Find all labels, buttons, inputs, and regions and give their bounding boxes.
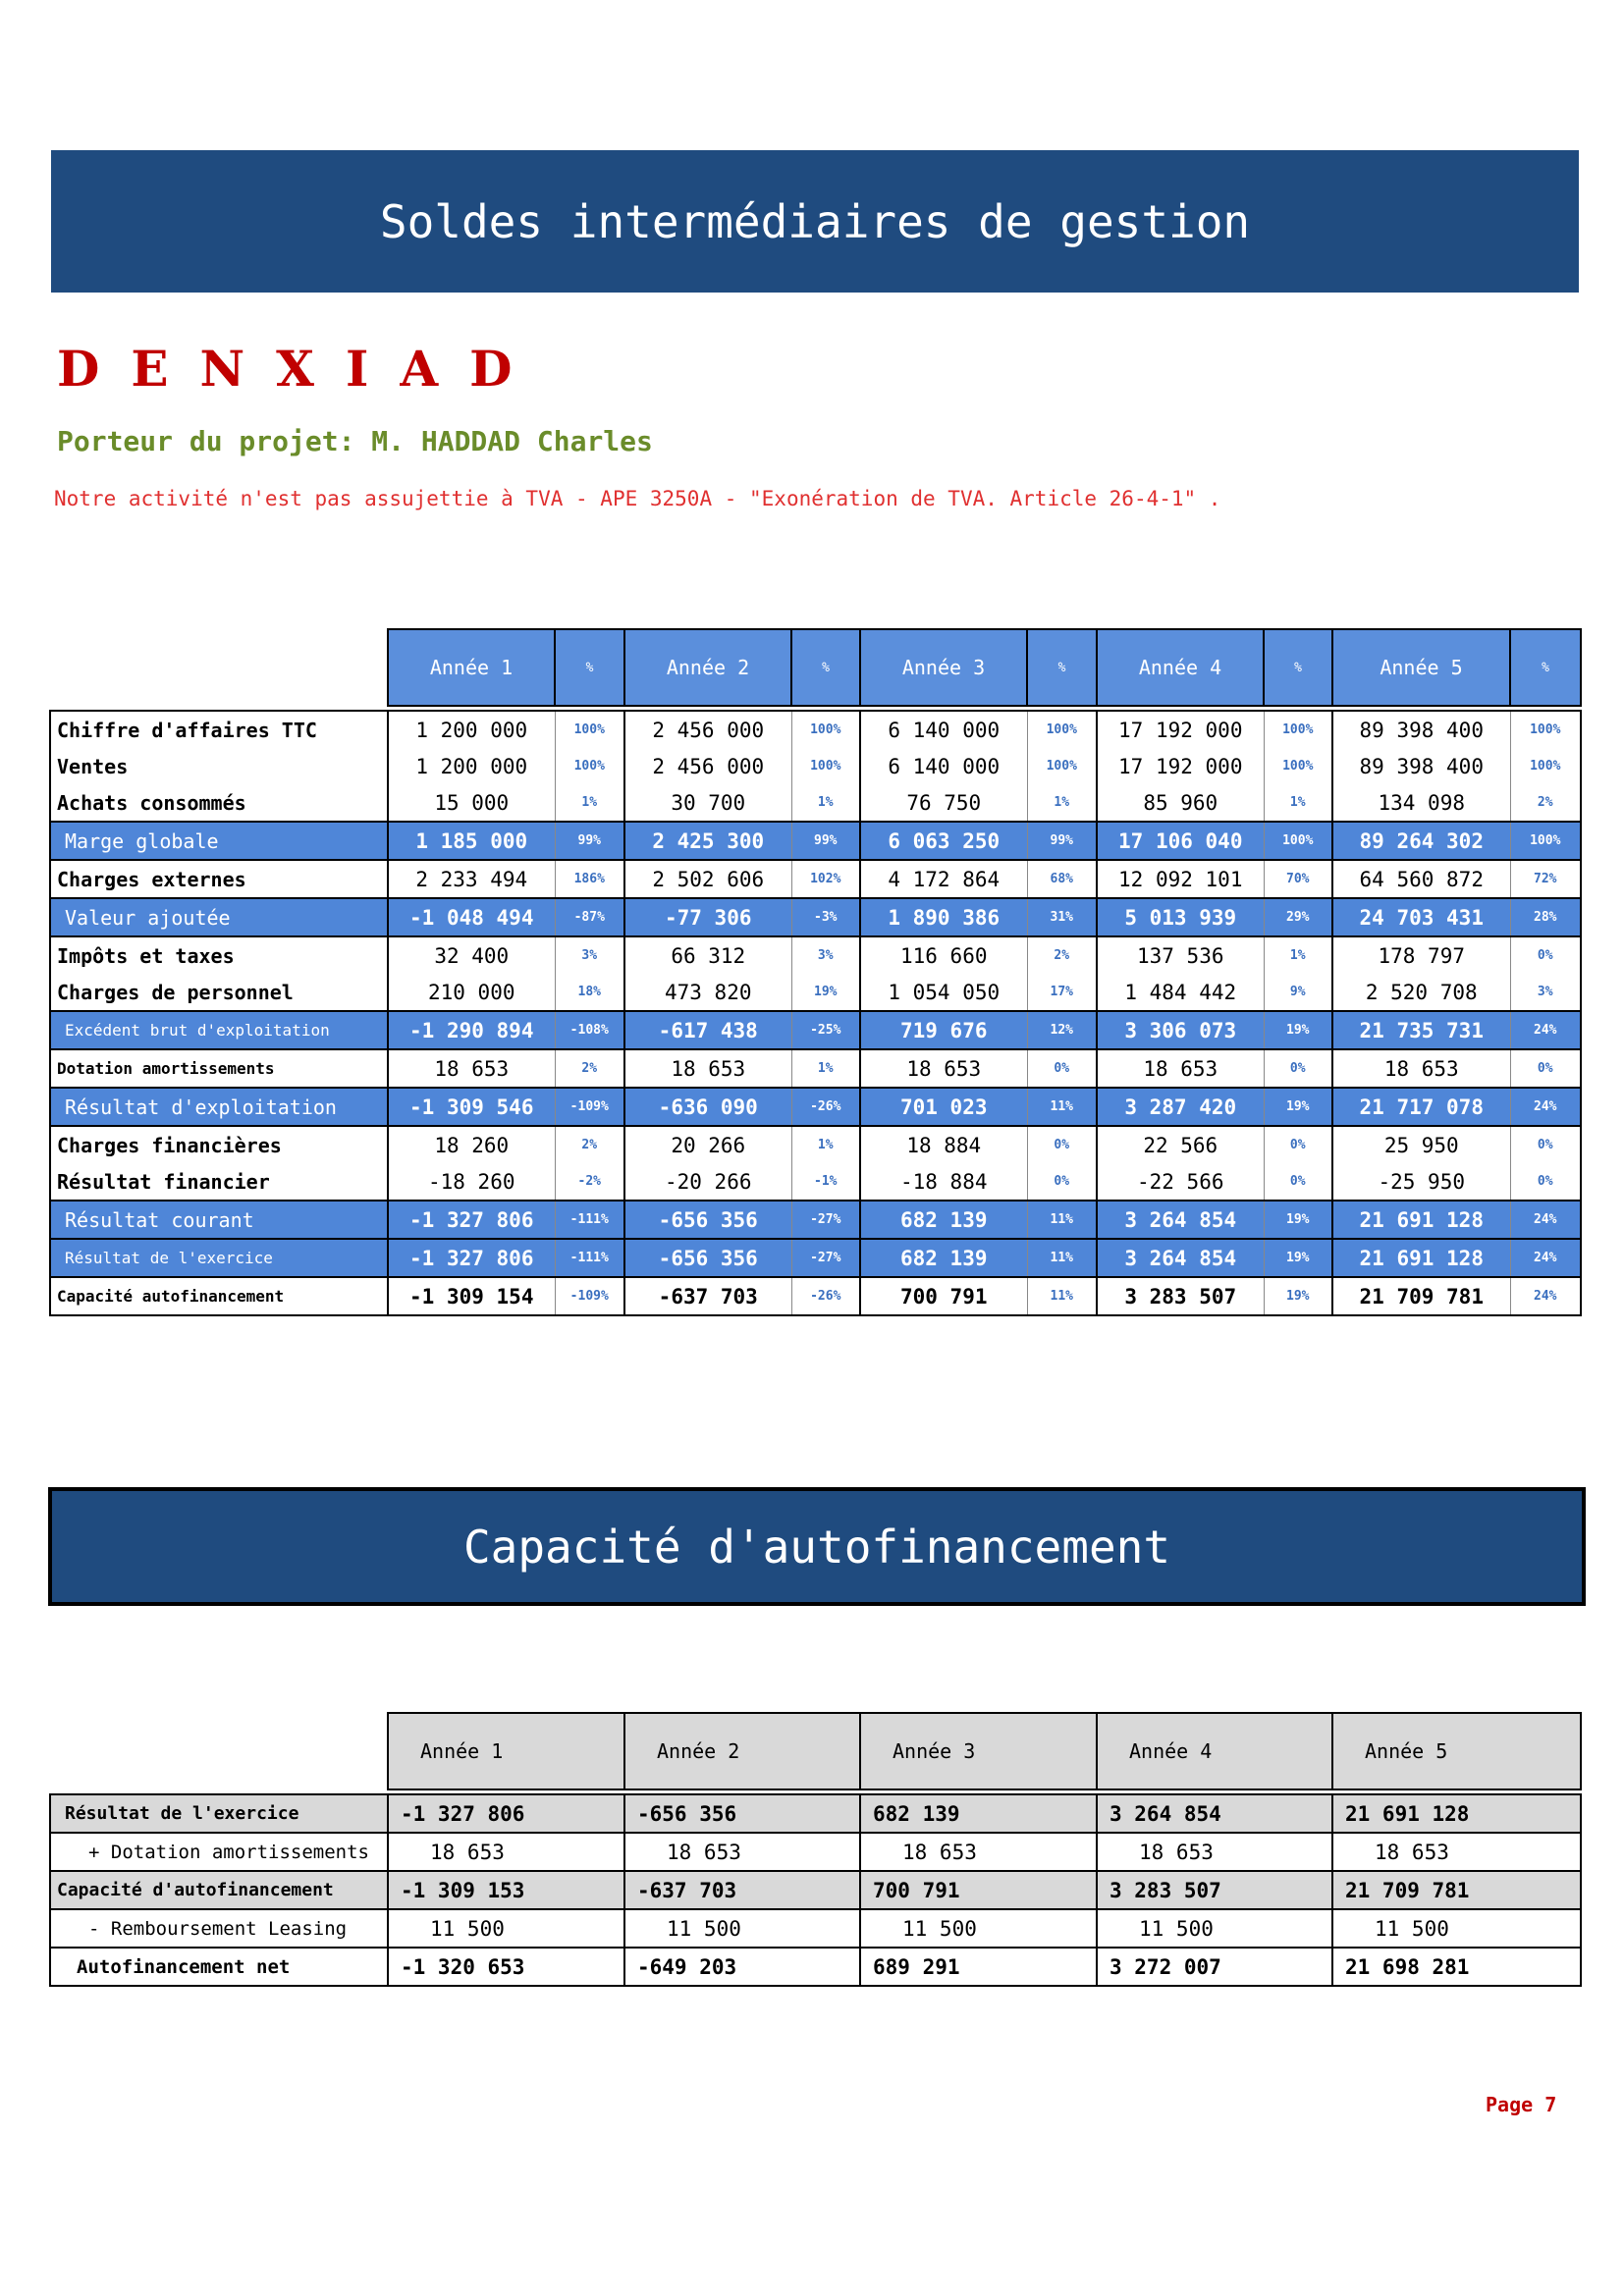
sig-row-value: 89 398 400	[1332, 711, 1510, 748]
sig-row-value: 25 950	[1332, 1126, 1510, 1163]
sig-header-row	[50, 629, 1581, 706]
sig-row-label: Ventes	[50, 748, 388, 784]
sig-row-value: 21 735 731	[1332, 1011, 1510, 1049]
sig-row-pct: 0%	[1027, 1049, 1097, 1088]
caf-row-label: Résultat de l'exercice	[50, 1794, 388, 1833]
sig-row-value: 21 691 128	[1332, 1239, 1510, 1277]
caf-header-year: Année 5	[1332, 1713, 1581, 1789]
sig-row-value: 1 484 442	[1097, 974, 1264, 1011]
sig-row-pct: 99%	[555, 822, 624, 860]
sig-row-pct: 19%	[1264, 1239, 1332, 1277]
sig-row-value: 30 700	[624, 784, 791, 822]
caf-header-year: Année 4	[1097, 1713, 1332, 1789]
sig-row-pct: 1%	[1264, 784, 1332, 822]
sig-row-label: Charges externes	[50, 860, 388, 898]
caf-row-value: -1 309 153	[388, 1871, 624, 1909]
sig-row-pct: 100%	[1264, 748, 1332, 784]
caf-row-value: 18 653	[1332, 1833, 1581, 1871]
sig-row-value: -20 266	[624, 1163, 791, 1201]
caf-row-value: -656 356	[624, 1794, 860, 1833]
sig-header-pct: %	[555, 629, 624, 706]
caf-row-value: 11 500	[388, 1909, 624, 1948]
sig-row-value: 3 306 073	[1097, 1011, 1264, 1049]
sig-row-value: 20 266	[624, 1126, 791, 1163]
sig-row-pct: 99%	[791, 822, 860, 860]
sig-row	[50, 1049, 1581, 1088]
sig-row-pct: 100%	[1510, 711, 1581, 748]
sig-row-pct: 1%	[791, 1049, 860, 1088]
sig-row-label: Résultat courant	[50, 1201, 388, 1239]
sig-row-pct: 0%	[1510, 1126, 1581, 1163]
sig-row-value: 700 791	[860, 1277, 1027, 1315]
sig-row	[50, 748, 1581, 784]
sig-row	[50, 860, 1581, 898]
sig-row-pct: 11%	[1027, 1201, 1097, 1239]
sig-row-value: -636 090	[624, 1088, 791, 1126]
sig-row-pct: 3%	[791, 936, 860, 974]
sig-row-pct: 1%	[555, 784, 624, 822]
caf-title-banner	[48, 1487, 1586, 1606]
sig-row-pct: 29%	[1264, 898, 1332, 936]
sig-row-pct: 12%	[1027, 1011, 1097, 1049]
caf-table	[49, 1712, 1582, 1987]
sig-row-value: -656 356	[624, 1239, 791, 1277]
sig-header-year: Année 2	[624, 629, 791, 706]
sig-row-pct: -26%	[791, 1088, 860, 1126]
sig-row-value: 18 653	[860, 1049, 1027, 1088]
sig-row-value: 89 264 302	[1332, 822, 1510, 860]
sig-row-value: 473 820	[624, 974, 791, 1011]
sig-title-banner	[51, 150, 1579, 293]
sig-row-pct: 11%	[1027, 1239, 1097, 1277]
sig-row-value: 18 653	[1332, 1049, 1510, 1088]
sig-row-value: 5 013 939	[1097, 898, 1264, 936]
caf-header-year: Année 3	[860, 1713, 1097, 1789]
sig-row-pct: 100%	[1264, 711, 1332, 748]
sig-row-value: -1 309 154	[388, 1277, 555, 1315]
sig-header-pct: %	[791, 629, 860, 706]
sig-row-pct: 2%	[555, 1126, 624, 1163]
sig-row-pct: 18%	[555, 974, 624, 1011]
sig-row-value: -1 048 494	[388, 898, 555, 936]
sig-row-label: Chiffre d'affaires TTC	[50, 711, 388, 748]
sig-row-value: -656 356	[624, 1201, 791, 1239]
sig-row-value: 6 140 000	[860, 748, 1027, 784]
sig-row-pct: 0%	[1264, 1163, 1332, 1201]
sig-row-pct: 19%	[791, 974, 860, 1011]
sig-row-label: Capacité autofinancement	[50, 1277, 388, 1315]
sig-row-pct: -109%	[555, 1088, 624, 1126]
sig-row-pct: 2%	[1027, 936, 1097, 974]
caf-row-value: -1 320 653	[388, 1948, 624, 1986]
sig-row-value: 1 890 386	[860, 898, 1027, 936]
sig-row-value: 1 054 050	[860, 974, 1027, 1011]
sig-row-value: 6 063 250	[860, 822, 1027, 860]
sig-row-value: 21 717 078	[1332, 1088, 1510, 1126]
sig-row-value: 22 566	[1097, 1126, 1264, 1163]
sig-row-value: 137 536	[1097, 936, 1264, 974]
sig-row-pct: 0%	[1510, 936, 1581, 974]
sig-row-pct: 31%	[1027, 898, 1097, 936]
sig-row-pct: 1%	[791, 1126, 860, 1163]
sig-row-pct: 11%	[1027, 1277, 1097, 1315]
sig-row-pct: 72%	[1510, 860, 1581, 898]
caf-row-label: Autofinancement net	[50, 1948, 388, 1986]
sig-header-year: Année 4	[1097, 629, 1264, 706]
sig-row-pct: -3%	[791, 898, 860, 936]
caf-row	[50, 1871, 1581, 1909]
sig-row-pct: 0%	[1027, 1163, 1097, 1201]
caf-row-value: 21 709 781	[1332, 1871, 1581, 1909]
sig-row-pct: 24%	[1510, 1201, 1581, 1239]
sig-row-value: -1 309 546	[388, 1088, 555, 1126]
sig-row-label: Impôts et taxes	[50, 936, 388, 974]
caf-row-value: -637 703	[624, 1871, 860, 1909]
sig-row	[50, 784, 1581, 822]
sig-row	[50, 1163, 1581, 1201]
caf-row	[50, 1948, 1581, 1986]
sig-row-pct: 99%	[1027, 822, 1097, 860]
sig-row-pct: 100%	[1264, 822, 1332, 860]
sig-row-value: 2 233 494	[388, 860, 555, 898]
sig-row-label: Marge globale	[50, 822, 388, 860]
sig-row-value: 85 960	[1097, 784, 1264, 822]
caf-header-year: Année 2	[624, 1713, 860, 1789]
sig-row-value: 18 260	[388, 1126, 555, 1163]
caf-row-value: -649 203	[624, 1948, 860, 1986]
sig-row-pct: -111%	[555, 1201, 624, 1239]
sig-row-pct: -2%	[555, 1163, 624, 1201]
sig-row-value: 2 520 708	[1332, 974, 1510, 1011]
sig-row	[50, 711, 1581, 748]
sig-row-value: 1 200 000	[388, 748, 555, 784]
caf-row-value: 11 500	[1332, 1909, 1581, 1948]
sig-row-pct: -87%	[555, 898, 624, 936]
sig-row-value: 18 653	[388, 1049, 555, 1088]
sig-row-pct: 68%	[1027, 860, 1097, 898]
sig-row-value: 2 502 606	[624, 860, 791, 898]
sig-row-value: 24 703 431	[1332, 898, 1510, 936]
caf-header-blank	[50, 1713, 388, 1789]
sig-row-label: Charges de personnel	[50, 974, 388, 1011]
company-name: DENXIAD	[57, 340, 544, 398]
sig-row-value: 6 140 000	[860, 711, 1027, 748]
caf-row-value: 3 272 007	[1097, 1948, 1332, 1986]
sig-row-pct: 9%	[1264, 974, 1332, 1011]
sig-row-pct: 2%	[1510, 784, 1581, 822]
sig-row-pct: 100%	[791, 748, 860, 784]
sig-row-pct: 2%	[555, 1049, 624, 1088]
project-owner: Porteur du projet: M. HADDAD Charles	[57, 425, 653, 457]
sig-row-value: 134 098	[1332, 784, 1510, 822]
sig-row-label: Dotation amortissements	[50, 1049, 388, 1088]
caf-row-value: 18 653	[1097, 1833, 1332, 1871]
sig-header-year: Année 1	[388, 629, 555, 706]
sig-row-pct: 100%	[1510, 748, 1581, 784]
sig-title: Soldes intermédiaires de gestion	[379, 194, 1251, 248]
sig-row	[50, 822, 1581, 860]
sig-row-value: 64 560 872	[1332, 860, 1510, 898]
sig-row-value: 2 456 000	[624, 711, 791, 748]
sig-row-value: 3 264 854	[1097, 1201, 1264, 1239]
sig-row-pct: 0%	[1264, 1126, 1332, 1163]
sig-row-value: -18 884	[860, 1163, 1027, 1201]
sig-header-year: Année 3	[860, 629, 1027, 706]
sig-table	[49, 628, 1582, 1316]
sig-row-value: 3 264 854	[1097, 1239, 1264, 1277]
sig-row-value: -1 327 806	[388, 1239, 555, 1277]
caf-row	[50, 1909, 1581, 1948]
caf-row-label: - Remboursement Leasing	[50, 1909, 388, 1948]
sig-row-label: Excédent brut d'exploitation	[50, 1011, 388, 1049]
caf-row-value: 18 653	[388, 1833, 624, 1871]
vat-notice: Notre activité n'est pas assujettie à TVA - APE 3250A - "Exonération de TVA. Article 26-4-1" .	[54, 487, 1221, 510]
sig-row-value: -77 306	[624, 898, 791, 936]
sig-row-value: -637 703	[624, 1277, 791, 1315]
caf-row-value: 21 691 128	[1332, 1794, 1581, 1833]
sig-row-value: 2 425 300	[624, 822, 791, 860]
sig-row-pct: 100%	[555, 711, 624, 748]
sig-row-pct: -27%	[791, 1201, 860, 1239]
sig-row-value: 18 653	[624, 1049, 791, 1088]
caf-title: Capacité d'autofinancement	[462, 1520, 1171, 1574]
sig-row-value: 3 287 420	[1097, 1088, 1264, 1126]
caf-row-value: 3 283 507	[1097, 1871, 1332, 1909]
caf-row-label: + Dotation amortissements	[50, 1833, 388, 1871]
sig-row-pct: -27%	[791, 1239, 860, 1277]
sig-row-value: 17 106 040	[1097, 822, 1264, 860]
caf-row-value: 700 791	[860, 1871, 1097, 1909]
sig-row-pct: 1%	[1264, 936, 1332, 974]
sig-row-label: Achats consommés	[50, 784, 388, 822]
sig-row-value: 76 750	[860, 784, 1027, 822]
sig-row-value: 15 000	[388, 784, 555, 822]
sig-row-value: -18 260	[388, 1163, 555, 1201]
caf-row	[50, 1833, 1581, 1871]
caf-row-value: -1 327 806	[388, 1794, 624, 1833]
sig-row-value: 66 312	[624, 936, 791, 974]
caf-row-value: 3 264 854	[1097, 1794, 1332, 1833]
sig-row-pct: 102%	[791, 860, 860, 898]
sig-row-value: 210 000	[388, 974, 555, 1011]
caf-row-value: 689 291	[860, 1948, 1097, 1986]
caf-row-value: 11 500	[624, 1909, 860, 1948]
sig-row-pct: 19%	[1264, 1277, 1332, 1315]
sig-row-pct: -108%	[555, 1011, 624, 1049]
sig-row-pct: 186%	[555, 860, 624, 898]
sig-row-pct: 100%	[1027, 748, 1097, 784]
sig-row-label: Valeur ajoutée	[50, 898, 388, 936]
sig-row-value: 1 200 000	[388, 711, 555, 748]
sig-row-label: Résultat d'exploitation	[50, 1088, 388, 1126]
sig-row-value: 2 456 000	[624, 748, 791, 784]
sig-row-value: 701 023	[860, 1088, 1027, 1126]
sig-row	[50, 898, 1581, 936]
sig-row-label: Résultat de l'exercice	[50, 1239, 388, 1277]
sig-row-pct: -109%	[555, 1277, 624, 1315]
sig-row-pct: 100%	[791, 711, 860, 748]
sig-header-pct: %	[1264, 629, 1332, 706]
sig-row-pct: 3%	[555, 936, 624, 974]
sig-row-value: 18 653	[1097, 1049, 1264, 1088]
sig-row	[50, 1239, 1581, 1277]
sig-header-blank	[50, 629, 388, 706]
sig-row-value: 682 139	[860, 1201, 1027, 1239]
sig-row-value: 3 283 507	[1097, 1277, 1264, 1315]
sig-row-pct: -25%	[791, 1011, 860, 1049]
sig-row-pct: 28%	[1510, 898, 1581, 936]
sig-row-value: -1 290 894	[388, 1011, 555, 1049]
sig-row-pct: 19%	[1264, 1088, 1332, 1126]
sig-header-pct: %	[1027, 629, 1097, 706]
sig-row	[50, 1277, 1581, 1315]
sig-row	[50, 1088, 1581, 1126]
caf-row	[50, 1794, 1581, 1833]
sig-row-pct: 24%	[1510, 1277, 1581, 1315]
sig-row-label: Charges financières	[50, 1126, 388, 1163]
sig-row-value: 17 192 000	[1097, 748, 1264, 784]
sig-row-value: 4 172 864	[860, 860, 1027, 898]
caf-header-year: Année 1	[388, 1713, 624, 1789]
sig-row-value: -22 566	[1097, 1163, 1264, 1201]
caf-row-value: 682 139	[860, 1794, 1097, 1833]
caf-row-value: 11 500	[860, 1909, 1097, 1948]
sig-row-pct: 0%	[1264, 1049, 1332, 1088]
sig-row-value: -1 327 806	[388, 1201, 555, 1239]
sig-row	[50, 1201, 1581, 1239]
sig-row-value: 21 709 781	[1332, 1277, 1510, 1315]
sig-row-pct: 0%	[1027, 1126, 1097, 1163]
sig-row-pct: 3%	[1510, 974, 1581, 1011]
sig-row-pct: 24%	[1510, 1088, 1581, 1126]
sig-row-value: 116 660	[860, 936, 1027, 974]
sig-row-pct: -26%	[791, 1277, 860, 1315]
sig-row-value: 682 139	[860, 1239, 1027, 1277]
caf-row-value: 21 698 281	[1332, 1948, 1581, 1986]
sig-row-pct: 11%	[1027, 1088, 1097, 1126]
sig-row-pct: 1%	[791, 784, 860, 822]
sig-row-pct: 24%	[1510, 1239, 1581, 1277]
sig-row-value: 17 192 000	[1097, 711, 1264, 748]
sig-row-pct: 0%	[1510, 1049, 1581, 1088]
page-number: Page 7	[1486, 2093, 1557, 2116]
sig-row-value: 21 691 128	[1332, 1201, 1510, 1239]
sig-row-value: -617 438	[624, 1011, 791, 1049]
sig-row-value: 18 884	[860, 1126, 1027, 1163]
sig-row	[50, 1011, 1581, 1049]
sig-row-pct: 24%	[1510, 1011, 1581, 1049]
sig-row-pct: 19%	[1264, 1201, 1332, 1239]
sig-row	[50, 1126, 1581, 1163]
sig-row-pct: 17%	[1027, 974, 1097, 1011]
sig-row-value: 1 185 000	[388, 822, 555, 860]
sig-row-pct: 100%	[555, 748, 624, 784]
sig-row-value: 178 797	[1332, 936, 1510, 974]
sig-row-pct: -1%	[791, 1163, 860, 1201]
sig-row-label: Résultat financier	[50, 1163, 388, 1201]
sig-header-pct: %	[1510, 629, 1581, 706]
sig-row-value: -25 950	[1332, 1163, 1510, 1201]
sig-row-value: 89 398 400	[1332, 748, 1510, 784]
sig-row-pct: 70%	[1264, 860, 1332, 898]
sig-row	[50, 974, 1581, 1011]
caf-row-value: 18 653	[624, 1833, 860, 1871]
sig-header-year: Année 5	[1332, 629, 1510, 706]
sig-row-pct: 1%	[1027, 784, 1097, 822]
caf-row-value: 18 653	[860, 1833, 1097, 1871]
sig-row-value: 32 400	[388, 936, 555, 974]
sig-row-pct: 100%	[1510, 822, 1581, 860]
caf-row-label: Capacité d'autofinancement	[50, 1871, 388, 1909]
sig-row-pct: 100%	[1027, 711, 1097, 748]
sig-row-value: 719 676	[860, 1011, 1027, 1049]
caf-row-value: 11 500	[1097, 1909, 1332, 1948]
sig-row-pct: 19%	[1264, 1011, 1332, 1049]
sig-row	[50, 936, 1581, 974]
sig-row-pct: -111%	[555, 1239, 624, 1277]
caf-header-row	[50, 1713, 1581, 1789]
sig-row-value: 12 092 101	[1097, 860, 1264, 898]
sig-row-pct: 0%	[1510, 1163, 1581, 1201]
